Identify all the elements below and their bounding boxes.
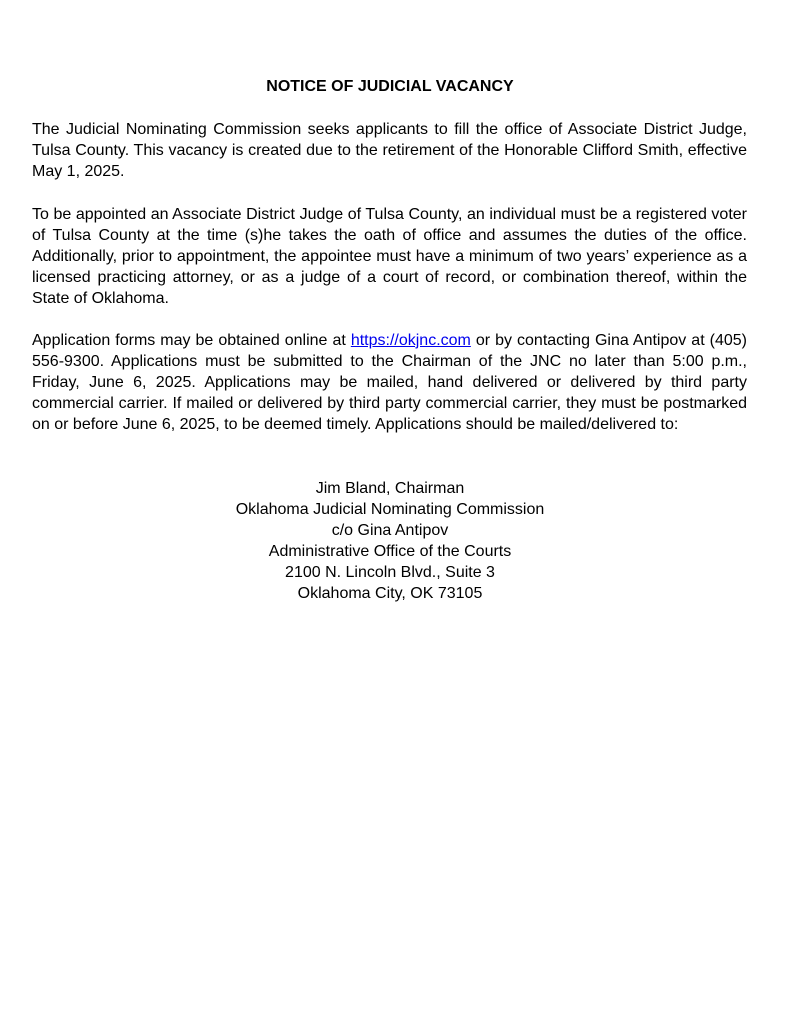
application-text-after-link: or by contacting Gina Antipov at (405) 556-9300. Applications must be submitted to the Chairman of the JNC no later than 5:00 p.m., Friday, June 6, 2025. Applications may be mailed, hand delivered or delivered by third party commercial carrier. If mailed or delivered by third party commercial carrier, they must be postmarked on or before June 6, 2025, to be deemed timely. Applications should be mailed/delivered to:: [32, 332, 748, 433]
address-care-of: c/o Gina Antipov: [331, 522, 449, 539]
address-name: Jim Bland, Chairman: [315, 480, 465, 497]
paragraph-requirements: To be appointed an Associate District Judge of Tulsa County, an individual must be a registered voter of Tulsa County at the time (s)he takes the oath of office and assumes the duties of the office. Additionally, prior to appointment, the appointee must have a minimum of two years’ experience as a licensed practicing attorney, or as a judge of a court of record, or combination thereof, within the State of Oklahoma.: [32, 206, 747, 307]
paragraph-application: [32, 330, 747, 435]
notice-title: NOTICE OF JUDICIAL VACANCY: [266, 78, 514, 95]
paragraph-vacancy: The Judicial Nominating Commission seeks applicants to fill the office of Associate District Judge, Tulsa County. This vacancy is created due to the retirement of the Honorable Clifford Smith, effective May 1, 2025.: [32, 121, 747, 180]
address-office: Administrative Office of the Courts: [268, 543, 512, 560]
address-street: 2100 N. Lincoln Blvd., Suite 3: [285, 564, 495, 581]
mailing-address: [0, 478, 780, 604]
address-organization: Oklahoma Judicial Nominating Commission: [235, 501, 545, 518]
okjnc-link[interactable]: https://okjnc.com: [350, 332, 471, 349]
application-text-before-link: Application forms may be obtained online at: [32, 332, 351, 349]
address-city-state-zip: Oklahoma City, OK 73105: [297, 585, 483, 602]
